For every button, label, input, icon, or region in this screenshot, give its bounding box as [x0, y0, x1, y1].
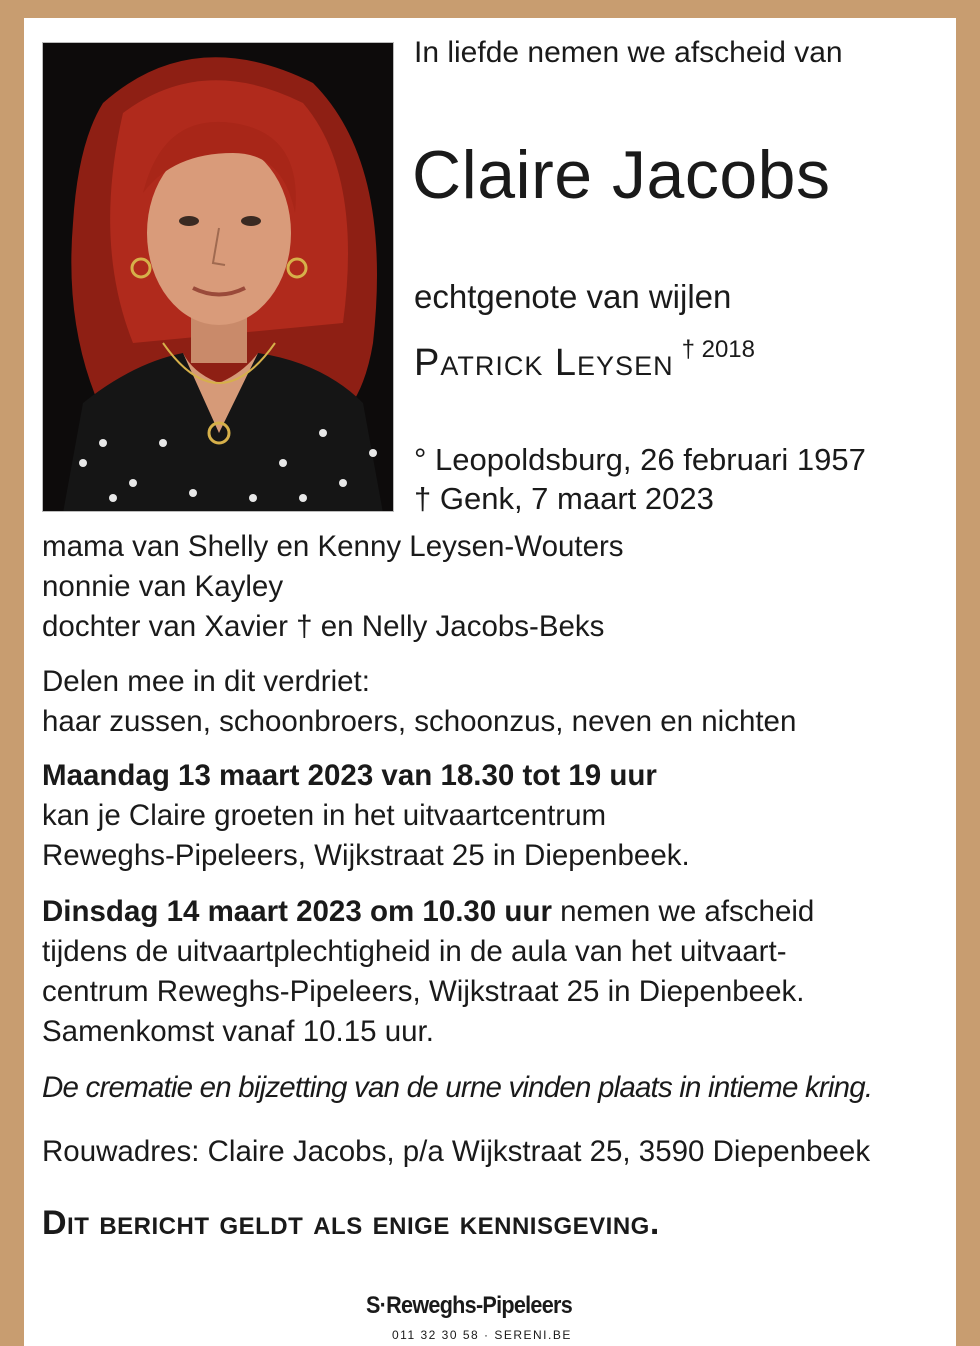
grief-relatives: haar zussen, schoonbroers, schoonzus, neven en nichten: [42, 705, 797, 738]
undertaker-contact: 011 32 30 58 · SERENI.BE: [392, 1328, 572, 1342]
mourning-address: Rouwadres: Claire Jacobs, p/a Wijkstraat 25, 3590 Diepenbeek: [42, 1135, 871, 1168]
family-line-2: nonnie van Kayley: [42, 570, 284, 603]
funeral-date: Dinsdag 14 maart 2023 om 10.30 uur: [42, 895, 552, 928]
family-line-1: mama van Shelly en Kenny Leysen-Wouters: [42, 530, 624, 563]
funeral-line-3: centrum Reweghs-Pipeleers, Wijkstraat 25 in Diepenbeek.: [42, 975, 805, 1008]
funeral-line-1-rest: nemen we afscheid: [551, 895, 815, 928]
spouse-death-year: † 2018: [681, 336, 755, 363]
portrait-illustration: [43, 43, 394, 512]
portrait-photo: [42, 42, 394, 512]
visitation-line-1: kan je Claire groeten in het uitvaartcentrum: [42, 799, 607, 832]
visitation-line-2: Reweghs-Pipeleers, Wijkstraat 25 in Diepenbeek.: [42, 839, 690, 872]
grief-label: Delen mee in dit verdriet:: [42, 665, 370, 698]
funeral-line-1: [42, 895, 814, 929]
spouse-label: echtgenote van wijlen: [414, 278, 732, 315]
visitation-date: Maandag 13 maart 2023 van 18.30 tot 19 uur: [42, 759, 657, 792]
birth-info: ° Leopoldsburg, 26 februari 1957: [414, 442, 866, 477]
intro-text: In liefde nemen we afscheid van: [414, 36, 843, 69]
funeral-line-4: Samenkomst vanaf 10.15 uur.: [42, 1015, 434, 1048]
family-line-3: dochter van Xavier † en Nelly Jacobs-Beks: [42, 610, 605, 643]
death-info: † Genk, 7 maart 2023: [414, 481, 714, 516]
cremation-note: De crematie en bijzetting van de urne vinden plaats in intieme kring.: [42, 1071, 873, 1104]
undertaker-logo: S·Reweghs-Pipeleers: [366, 1292, 573, 1319]
funeral-line-2: tijdens de uitvaartplechtigheid in de aula van het uitvaart-: [42, 935, 787, 968]
spouse-name-line: [414, 336, 755, 385]
notice-statement: Dit bericht geldt als enige kennisgeving.: [42, 1204, 660, 1242]
spouse-name: Patrick Leysen: [414, 342, 674, 384]
deceased-name: Claire Jacobs: [412, 137, 831, 213]
